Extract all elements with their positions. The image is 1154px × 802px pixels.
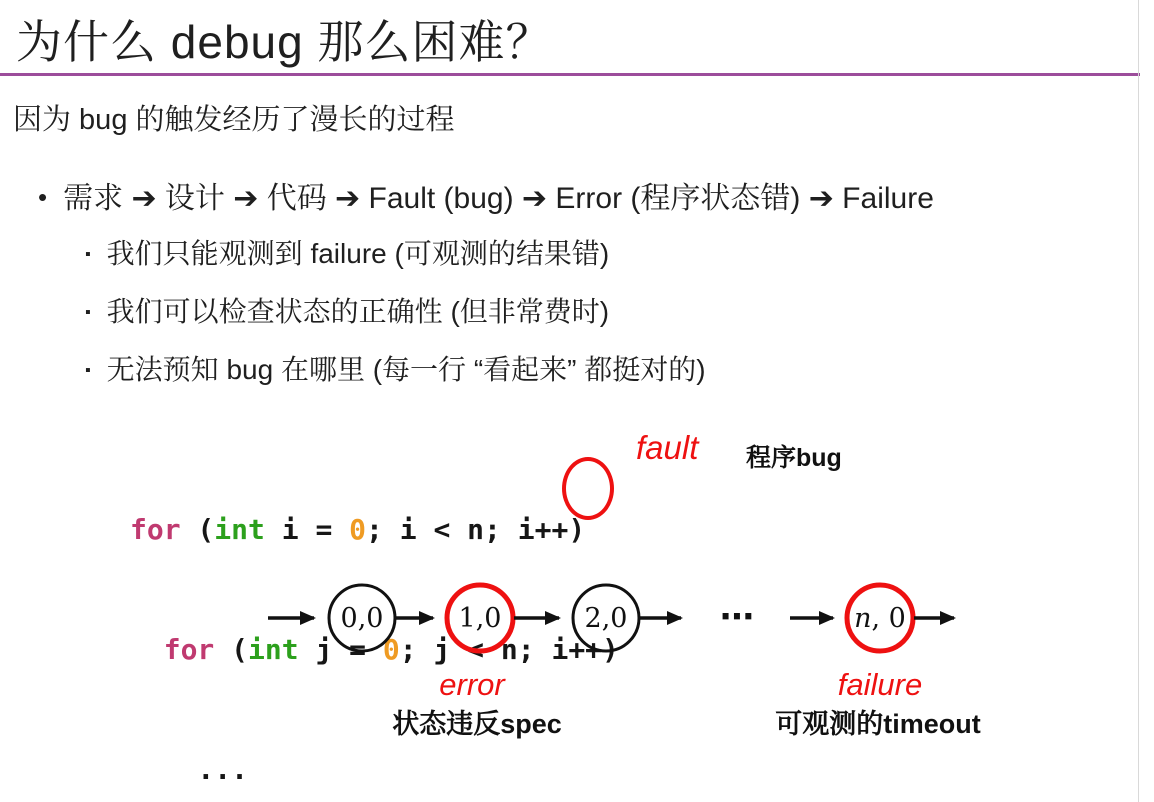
error-caption: 状态违反spec xyxy=(392,709,562,739)
state-node-label: 2,0 xyxy=(584,603,628,634)
state-transition-diagram xyxy=(250,575,990,750)
type-token: int xyxy=(214,513,265,546)
code-line-3: ... xyxy=(130,753,249,786)
square-bullet-marker: ▪ xyxy=(85,362,91,379)
code-token: j = xyxy=(298,633,383,666)
process-chain-text: 需求 ➔ 设计 ➔ 代码 ➔ Fault (bug) ➔ Error (程序状态错) ➔ Failure xyxy=(63,182,934,215)
code-token: ; j < n; i++) xyxy=(399,633,619,666)
intro-text: 因为 bug 的触发经历了漫长的过程 xyxy=(13,104,455,136)
state-node-label: 1,0 xyxy=(458,603,502,634)
number-token: 0 xyxy=(349,513,367,546)
bullet-marker: • xyxy=(38,182,48,212)
fault-annotation-note: 程序bug xyxy=(746,444,842,472)
type-token: int xyxy=(248,633,299,666)
title-divider xyxy=(0,73,1140,76)
sub-bullet-text: 无法预知 bug 在哪里 (每一行 “看起来” 都挺对的) xyxy=(106,354,706,385)
bug-circle-annotation xyxy=(562,457,614,520)
error-label: error xyxy=(439,667,505,702)
slide-right-border xyxy=(1138,0,1139,802)
code-token: ; i < n; i++) xyxy=(366,513,586,546)
sub-bullet-text: 我们可以检查状态的正确性 (但非常费时) xyxy=(106,296,610,327)
page-title: 为什么 debug 那么困难？ xyxy=(16,16,553,68)
sub-bullet-check-state xyxy=(85,290,609,330)
indent xyxy=(130,633,164,666)
keyword-token: for xyxy=(163,633,215,666)
code-token: i = xyxy=(264,513,350,546)
code-line-1 xyxy=(130,510,619,550)
sub-bullet-observe-failure xyxy=(85,232,609,272)
state-node-label: 0,0 xyxy=(340,603,384,634)
ellipsis: ⋯ xyxy=(720,598,754,636)
failure-label: failure xyxy=(837,667,923,702)
failure-caption: 可观测的timeout xyxy=(775,709,981,739)
state-node-label: n, 0 xyxy=(854,603,906,634)
number-token: 0 xyxy=(382,633,400,666)
fault-annotation: fault xyxy=(636,429,699,466)
process-chain-bullet xyxy=(38,173,934,217)
keyword-token: for xyxy=(130,513,181,546)
square-bullet-marker: ▪ xyxy=(85,304,91,321)
square-bullet-marker: ▪ xyxy=(85,246,91,263)
sub-bullet-unknown-bug-location xyxy=(85,348,706,388)
sub-bullet-text: 我们只能观测到 failure (可观测的结果错) xyxy=(106,238,610,269)
code-token: ( xyxy=(180,513,215,546)
code-token: ( xyxy=(214,633,249,666)
